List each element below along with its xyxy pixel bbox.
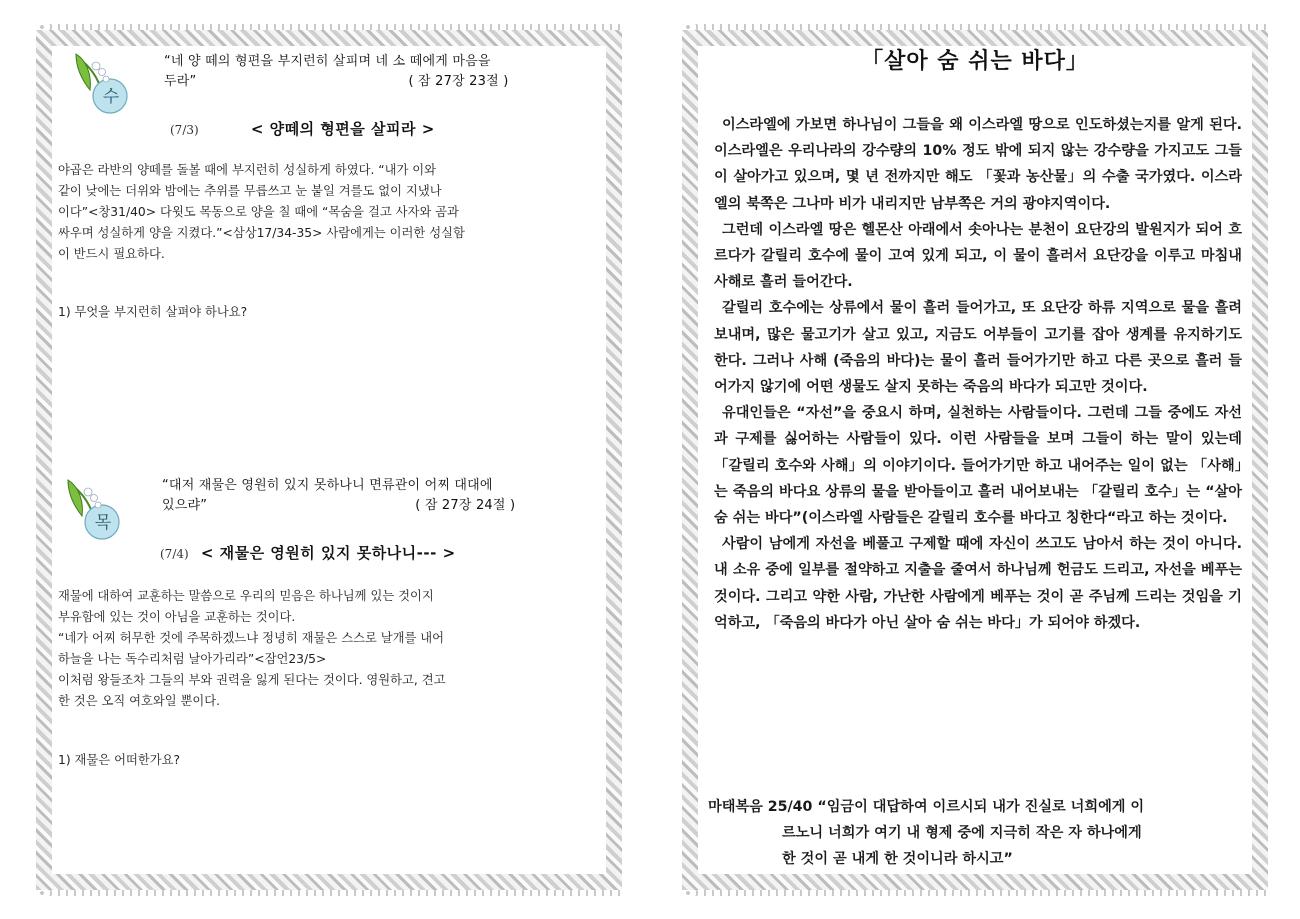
left-page bbox=[36, 30, 622, 890]
verse-line: 두라” bbox=[164, 74, 197, 89]
body-line: 같이 낮에는 더위와 밤에는 추위를 무릅쓰고 눈 붙일 겨를도 없이 지냈나 bbox=[58, 184, 442, 198]
badge-label: 수 bbox=[102, 87, 120, 107]
body-line: 싸우며 성실하게 양을 지켰다.”<삼상17/34-35> 사람에게는 이러한 성실함 bbox=[58, 226, 465, 240]
question-text: 1) 무엇을 부지런히 살펴야 하나요? bbox=[58, 305, 248, 319]
verse-line: “대저 재물은 영원히 있지 못하나니 면류관이 어찌 대대에 bbox=[162, 478, 493, 493]
verse-text bbox=[164, 52, 604, 92]
verse-reference: ( 잠 27장 23절 ) bbox=[408, 74, 509, 89]
lily-badge-icon bbox=[72, 52, 130, 116]
day-title: < 양떼의 형편을 살피라 > bbox=[250, 120, 435, 138]
body-line: 부유함에 있는 것이 아님을 교훈하는 것이다. bbox=[58, 610, 296, 624]
scripture-reference bbox=[708, 794, 1248, 873]
badge-label: 목 bbox=[94, 513, 112, 533]
verse-text bbox=[162, 476, 602, 516]
verse-reference: ( 잠 27장 24절 ) bbox=[415, 498, 516, 513]
essay-paragraph: 그런데 이스라엘 땅은 헬몬산 아래에서 솟아나는 분천이 요단강의 발원지가 되어 흐르다가 갈릴리 호수에 물이 고여 있게 되고, 이 물이 흘러서 요단강을 이루고 마침내 사해로 흘러 들어간다. bbox=[714, 221, 1242, 291]
day-heading bbox=[170, 118, 435, 139]
day-heading bbox=[160, 542, 456, 563]
body-line: 야곱은 라반의 양떼를 돌볼 때에 부지런히 성실하게 하였다. “내가 이와 bbox=[58, 163, 437, 177]
reference-line: 한 것이 곧 내게 한 것이니라 하시고” bbox=[782, 851, 1013, 868]
essay-paragraph: 이스라엘에 가보면 하나님이 그들을 왜 이스라엘 땅으로 인도하셨는지를 알게 된다. 이스라엘은 우리나라의 강수량의 10% 정도 밖에 되지 않는 강수량을 가지고도 그들이 살아가고 있으며, 몇 년 전까지만 해도 「꽃과 농산물」의 수출 국가였다. 이스라엘의 북쪽은 그나마 비가 내리지만 남부쪽은 거의 광야지역이다. bbox=[714, 117, 1242, 212]
body-line: 하늘을 나는 독수리처럼 날아가리라”<잠언23/5> bbox=[58, 652, 327, 666]
body-line: 재물에 대하여 교훈하는 말씀으로 우리의 믿음은 하나님께 있는 것이지 bbox=[58, 589, 434, 603]
essay-body bbox=[714, 112, 1242, 636]
body-line: 한 것은 오직 여호와일 뿐이다. bbox=[58, 694, 221, 708]
body-line: 이다”<창31/40> 다윗도 목동으로 양을 칠 때에 “목숨을 걸고 사자와 곰과 bbox=[58, 205, 459, 219]
essay-paragraph: 갈릴리 호수에는 상류에서 물이 흘러 들어가고, 또 요단강 하류 지역으로 물을 흘려보내며, 많은 물고기가 살고 있고, 지금도 어부들이 고기를 잡아 생계를 유지하기도 한다. 그러나 사해 (죽음의 바다)는 물이 흘러 들어가기만 하고 다른 곳으로 흘러 들어가지 않기에 어떤 생물도 살지 못하는 죽음의 바다가 되고만 것이다. bbox=[714, 300, 1242, 396]
verse-line: “네 양 떼의 형편을 부지런히 살피며 네 소 떼에게 마음을 bbox=[164, 54, 491, 69]
body-line: “네가 어찌 허무한 것에 주목하겠느냐 정녕히 재물은 스스로 날개를 내어 bbox=[58, 631, 445, 645]
right-page bbox=[682, 30, 1268, 890]
devotion-body bbox=[58, 586, 598, 712]
essay-paragraph: 사람이 남에게 자선을 베풀고 구제할 때에 자신이 쓰고도 남아서 하는 것이 아니다. 내 소유 중에 일부를 절약하고 지출을 줄여서 하나님께 헌금도 드리고, 자선을 베푸는 것이다. 그리고 약한 사람, 가난한 사람에게 베푸는 것이 곧 주님께 드리는 것임을 기억하고, 「죽음의 바다가 아닌 살아 숨 쉬는 바다」가 되어야 하겠다. bbox=[714, 536, 1242, 631]
day-date: (7/4) bbox=[160, 547, 189, 561]
day-title: < 재물은 영원히 있지 못하나니--- > bbox=[200, 544, 456, 562]
lily-badge-icon bbox=[64, 478, 122, 542]
devotion-body bbox=[58, 160, 598, 265]
body-line: 이처럼 왕들조차 그들의 부와 권력을 잃게 된다는 것이다. 영원하고, 견고 bbox=[58, 673, 446, 687]
question-text: 1) 재물은 어떠한가요? bbox=[58, 753, 180, 767]
verse-line: 있으랴” bbox=[162, 498, 208, 513]
reference-line: 마태복음 25/40 “임금이 대답하여 이르시되 내가 진실로 너희에게 이 bbox=[708, 799, 1145, 815]
reference-line: 르노니 너희가 여기 내 형제 중에 지극히 작은 자 하나에게 bbox=[782, 825, 1142, 842]
page-title: 「살아 숨 쉬는 바다」 bbox=[861, 49, 1089, 74]
day-date: (7/3) bbox=[170, 123, 199, 137]
essay-paragraph: 유대인들은 “자선”을 중요시 하며, 실천하는 사람들이다. 그런데 그들 중에도 자선과 구제를 싫어하는 사람들이 있다. 이런 사람들을 보며 그들이 하는 말이 있는데 「갈릴리 호수와 사해」의 이야기이다. 들어가기만 하고 내어주는 일이 없는 「사해」는 죽음의 바다요 상류의 물을 받아들이고 흘러 내어보내는 「갈릴리 호수」는 “살아 숨 쉬는 바다”(이스라엘 사람들은 갈릴리 호수를 바다고 칭한다“라고 하는 것이다. bbox=[714, 405, 1242, 527]
body-line: 이 반드시 필요하다. bbox=[58, 247, 165, 261]
